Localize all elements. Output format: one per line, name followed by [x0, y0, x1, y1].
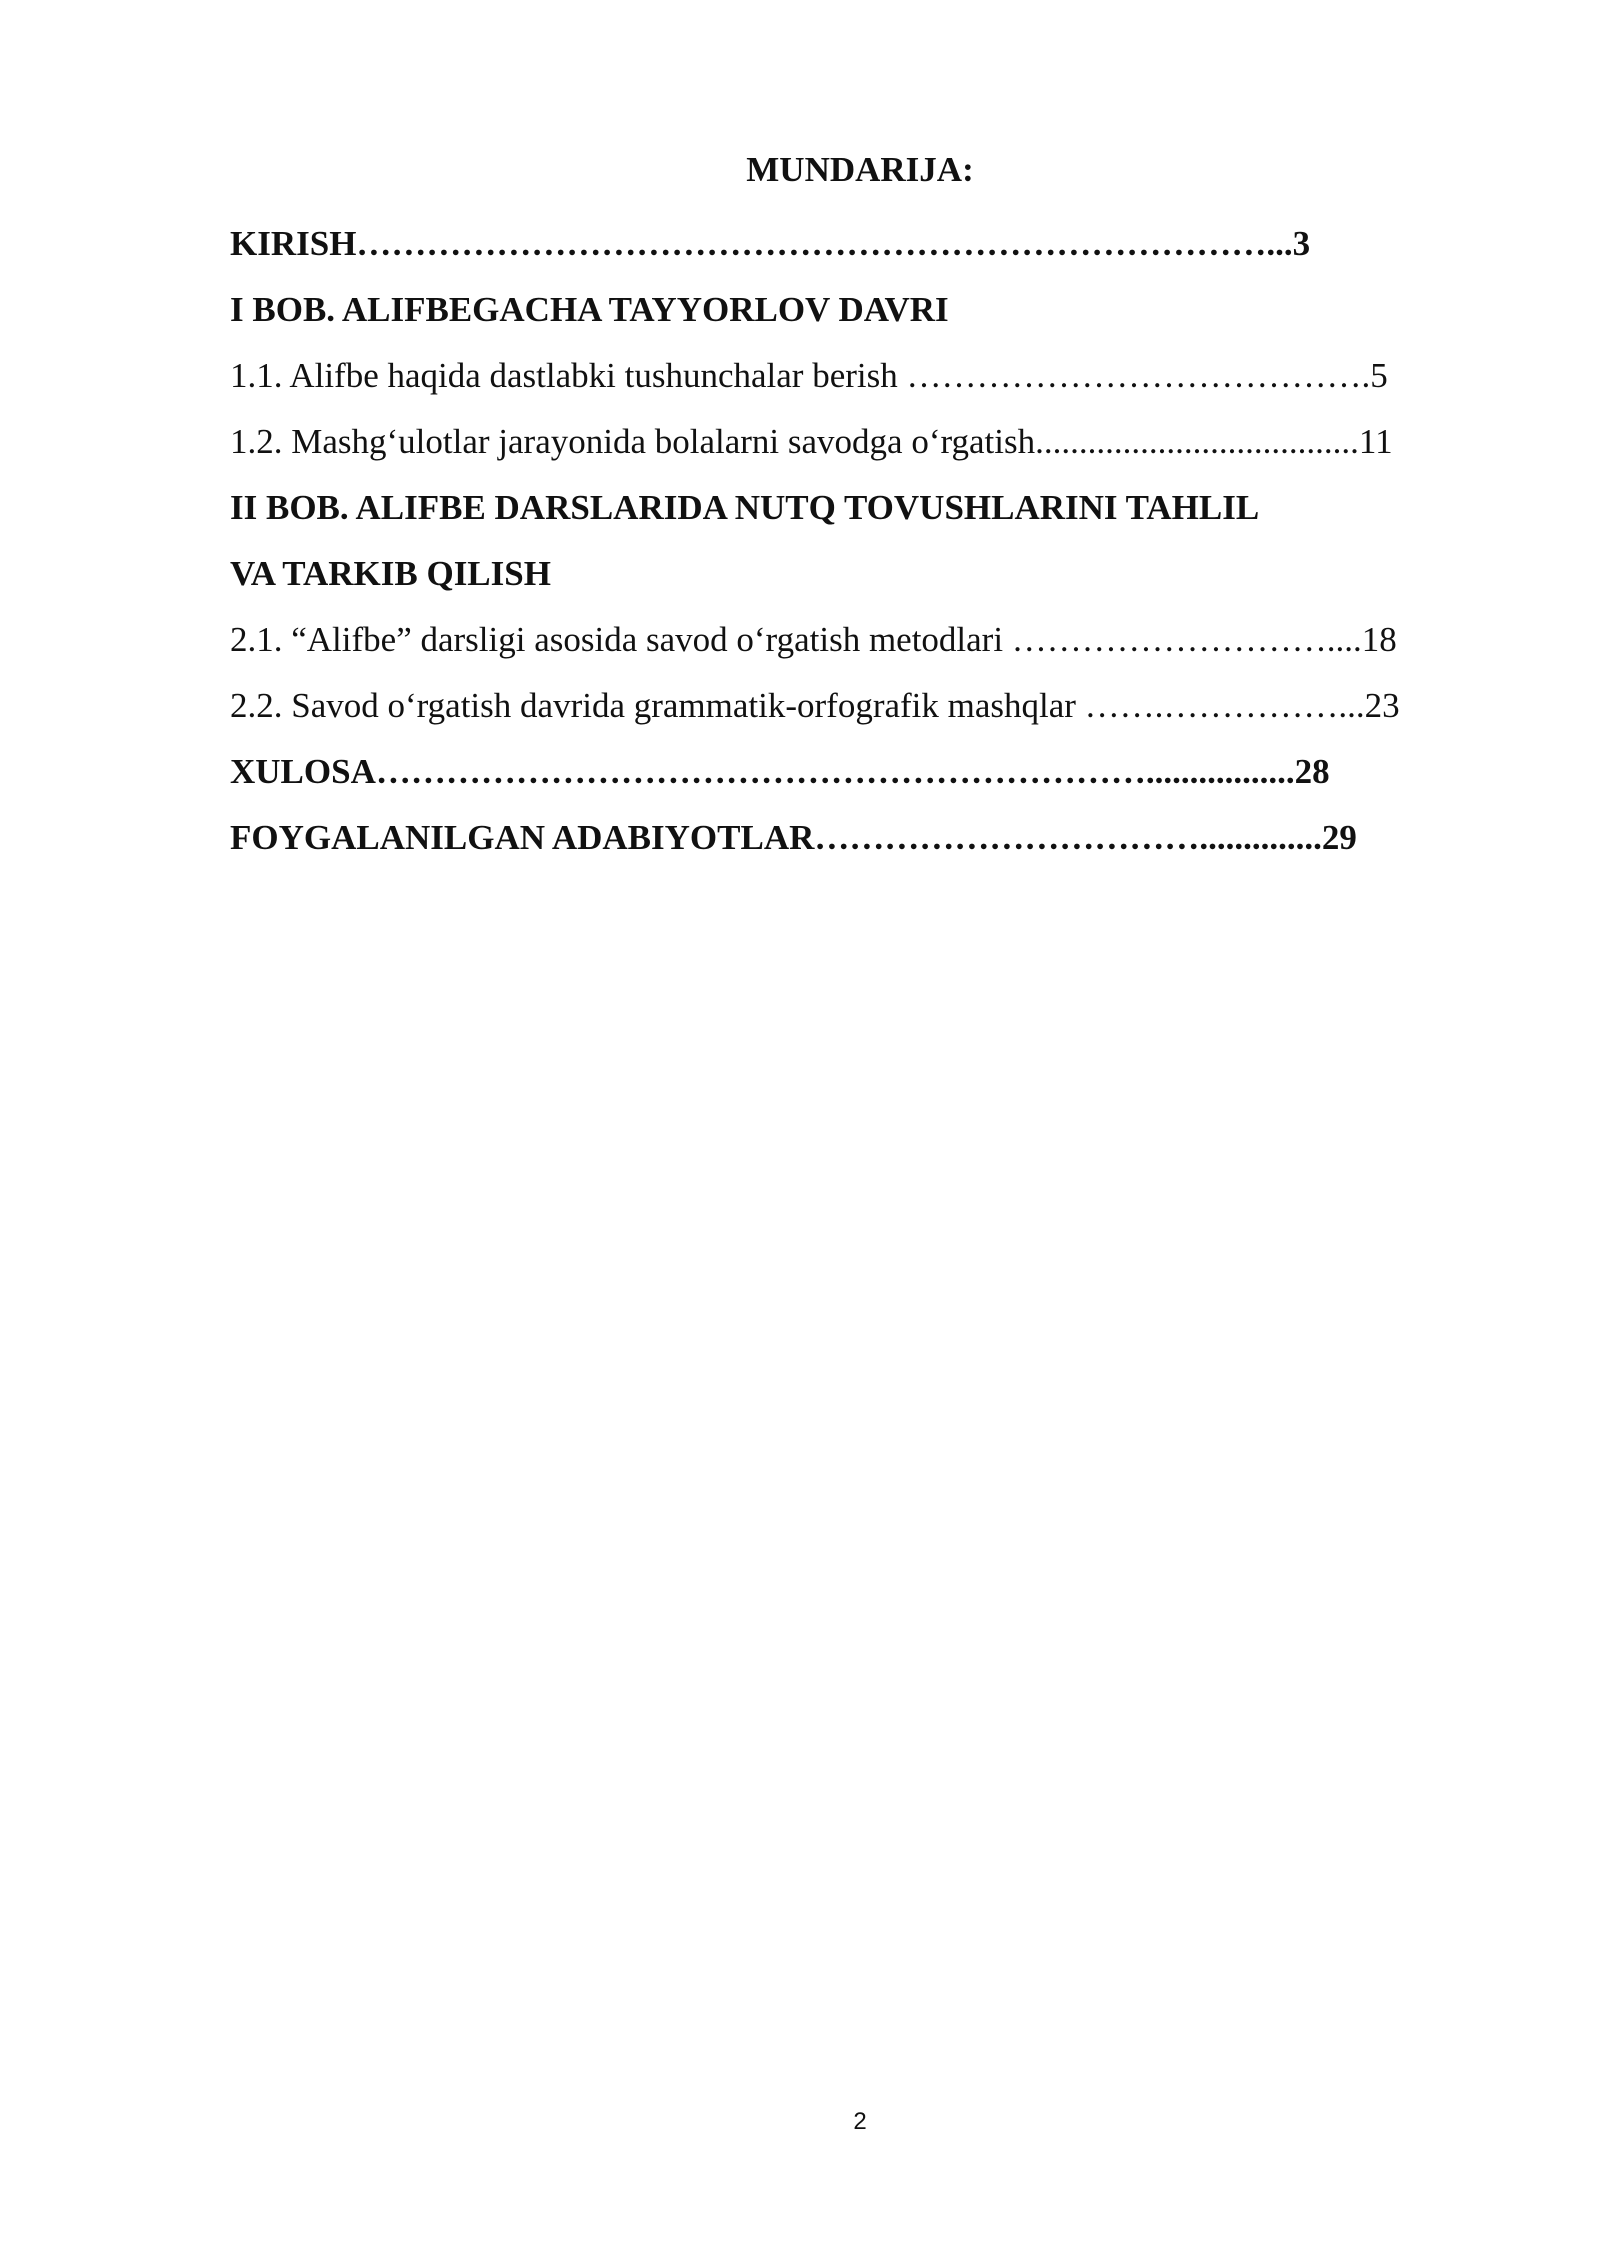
toc-entry-section-1-2: 1.2. Mashg‘ulotlar jarayonida bolalarni savodga o‘rgatish.....................................11	[230, 422, 1393, 461]
toc-entry-section-2-2: 2.2. Savod o‘rgatish davrida grammatik-orfografik mashqlar …….……………...23	[230, 686, 1400, 725]
toc-entry-section-2-1: 2.1. “Alifbe” darsligi asosida savod o‘rgatish metodlari ………………………....18	[230, 620, 1397, 659]
table-of-contents	[230, 215, 1490, 875]
toc-entry-kirish: KIRISH……………………………………………………………………...3	[230, 224, 1311, 263]
toc-entry-chapter-1: I BOB. ALIFBEGACHA TAYYORLOV DAVRI	[230, 290, 949, 329]
toc-entry-xulosa: XULOSA………………………………………………………….................28	[230, 752, 1330, 791]
toc-title: MUNDARIJA:	[746, 150, 974, 189]
page-number: 2	[853, 2108, 867, 2135]
toc-entry-chapter-2-continued: VA TARKIB QILISH	[230, 554, 551, 593]
toc-entry-adabiyotlar: FOYGALANILGAN ADABIYOTLAR……………………………..............29	[230, 818, 1357, 857]
toc-entry-chapter-2: II BOB. ALIFBE DARSLARIDA NUTQ TOVUSHLARINI TAHLIL	[230, 488, 1260, 527]
toc-entry-section-1-1: 1.1. Alifbe haqida dastlabki tushunchalar berish ………………………………….5	[230, 356, 1388, 395]
